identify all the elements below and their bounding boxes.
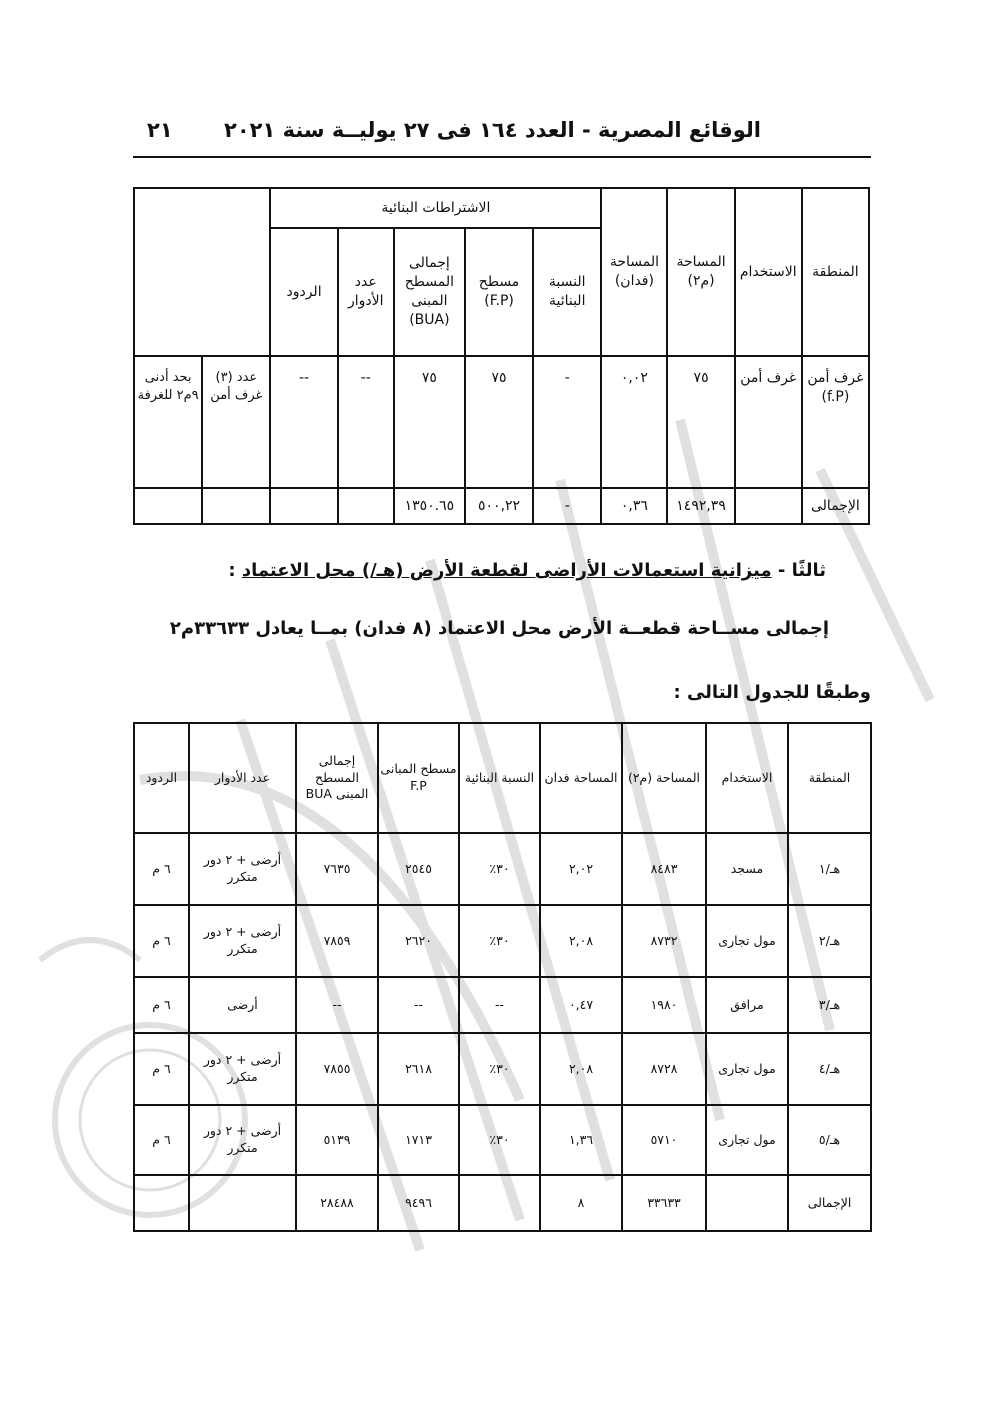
section-heading-prefix: ثالثًا - <box>771 560 826 581</box>
cell-ratio: ٣٠٪ <box>459 833 540 905</box>
total-setbacks <box>270 488 337 524</box>
table-row <box>134 1105 871 1175</box>
total-fp: ٥٠٠,٢٢ <box>465 488 533 524</box>
total-note1 <box>202 488 270 524</box>
cell-note-rooms: عدد (٣) غرف أمن <box>202 356 270 488</box>
cell-feddan: ٢,٠٨ <box>540 1033 622 1105</box>
cell-feddan: ٢,٠٢ <box>540 833 622 905</box>
cell-bua: ٧٥ <box>394 356 465 488</box>
total-label: الإجمالى <box>802 488 869 524</box>
cell-floors: أرضى + ٢ دور متكرر <box>189 833 296 905</box>
cell-area-m2: ٥٧١٠ <box>622 1105 706 1175</box>
cell-use: مرافق <box>706 977 788 1033</box>
cell-use: مول تجارى <box>706 1033 788 1105</box>
cell-bua: ٧٦٣٥ <box>296 833 378 905</box>
cell-area-m2: ٨٧٣٢ <box>622 905 706 977</box>
table-total-row <box>134 1175 871 1231</box>
cell-floors: أرضى + ٢ دور متكرر <box>189 905 296 977</box>
cell-use: غرف أمن <box>735 356 802 488</box>
cell-floors: أرضى + ٢ دور متكرر <box>189 1033 296 1105</box>
security-rooms-table <box>133 187 870 525</box>
cell-fp: ١٧١٣ <box>378 1105 459 1175</box>
cell-area-m2: ٨٤٨٣ <box>622 833 706 905</box>
page-header-title: الوقائع المصرية - العدد ١٦٤ فى ٢٧ يوليــة سنة ٢٠٢١ <box>224 118 761 142</box>
header-building-ratio: النسبة البنائية <box>459 723 540 833</box>
header-building-ratio: النسبة البنائية <box>533 228 601 356</box>
total-floors <box>338 488 394 524</box>
cell-use: مول تجارى <box>706 1105 788 1175</box>
header-floors: عدد الأدوار <box>189 723 296 833</box>
cell-building-ratio: - <box>533 356 601 488</box>
total-cell-6: ٢٨٤٨٨ <box>296 1175 378 1231</box>
total-cell-3: ٨ <box>540 1175 622 1231</box>
cell-use: مول تجارى <box>706 905 788 977</box>
header-area-m2: المساحة (م٢) <box>622 723 706 833</box>
page-number: ٢١ <box>147 118 173 142</box>
cell-feddan: ٢,٠٨ <box>540 905 622 977</box>
cell-bua: ٥١٣٩ <box>296 1105 378 1175</box>
section-heading <box>228 560 826 581</box>
table-total-row <box>134 488 869 524</box>
total-cell-2: ٣٣٦٣٣ <box>622 1175 706 1231</box>
cell-fp: ٢٥٤٥ <box>378 833 459 905</box>
header-area-m2: المساحة (م٢) <box>667 188 734 356</box>
cell-area-m2: ٧٥ <box>667 356 734 488</box>
cell-area-feddan: ٠,٠٢ <box>601 356 667 488</box>
total-cell-8 <box>134 1175 189 1231</box>
cell-region: هـ/٣ <box>788 977 871 1033</box>
table-row <box>134 833 871 905</box>
table-row <box>134 356 869 488</box>
cell-ratio: ٣٠٪ <box>459 905 540 977</box>
total-cell-5: ٩٤٩٦ <box>378 1175 459 1231</box>
total-cell-0: الإجمالى <box>788 1175 871 1231</box>
section-paragraph: إجمالى مســاحة قطعــة الأرض محل الاعتماد (٨ فدان) بمــا يعادل ٣٣٦٣٣م٢ <box>169 618 829 639</box>
cell-region: هـ/١ <box>788 833 871 905</box>
cell-area-m2: ٨٧٢٨ <box>622 1033 706 1105</box>
header-region: المنطقة <box>788 723 871 833</box>
cell-fp: ٢٦١٨ <box>378 1033 459 1105</box>
cell-floors: أرضى + ٢ دور متكرر <box>189 1105 296 1175</box>
cell-bua: ٧٨٥٥ <box>296 1033 378 1105</box>
header-fp: مسطح (F.P) <box>465 228 533 356</box>
land-use-table <box>133 722 872 1232</box>
header-use: الاستخدام <box>735 188 802 356</box>
total-note2 <box>134 488 202 524</box>
header-bua: إجمالى المسطح المبنى BUA <box>296 723 378 833</box>
cell-floors: -- <box>338 356 394 488</box>
table-row <box>134 977 871 1033</box>
total-cell-1 <box>706 1175 788 1231</box>
cell-feddan: ٠,٤٧ <box>540 977 622 1033</box>
cell-fp: ٧٥ <box>465 356 533 488</box>
header-setbacks: الردود <box>134 723 189 833</box>
cell-area-m2: ١٩٨٠ <box>622 977 706 1033</box>
total-area-m2: ١٤٩٢,٣٩ <box>667 488 734 524</box>
total-building-ratio: - <box>533 488 601 524</box>
cell-region: غرف أمن (f.P) <box>802 356 869 488</box>
header-region: المنطقة <box>802 188 869 356</box>
cell-region: هـ/٤ <box>788 1033 871 1105</box>
header-bua: إجمالى المسطح المبنى (BUA) <box>394 228 465 356</box>
header-building-conditions: الاشتراطات البنائية <box>270 188 601 228</box>
header-use: الاستخدام <box>706 723 788 833</box>
header-area-feddan: المساحة فدان <box>540 723 622 833</box>
cell-setbacks: -- <box>270 356 337 488</box>
total-cell-4 <box>459 1175 540 1231</box>
table-row <box>134 905 871 977</box>
section-heading-suffix: : <box>228 560 242 581</box>
header-area-feddan: المساحة (فدان) <box>601 188 667 356</box>
table-row <box>134 1033 871 1105</box>
cell-setback: ٦ م <box>134 1033 189 1105</box>
total-bua: ١٣٥٠.٦٥ <box>394 488 465 524</box>
cell-ratio: ٣٠٪ <box>459 1105 540 1175</box>
cell-floors: أرضى <box>189 977 296 1033</box>
total-use <box>735 488 802 524</box>
section-lead: وطبقًا للجدول التالى : <box>673 682 871 703</box>
cell-setback: ٦ م <box>134 833 189 905</box>
cell-fp: -- <box>378 977 459 1033</box>
header-setbacks: الردود <box>270 228 337 356</box>
cell-setback: ٦ م <box>134 1105 189 1175</box>
total-area-feddan: ٠,٣٦ <box>601 488 667 524</box>
header-floors: عدد الأدوار <box>338 228 394 356</box>
cell-ratio: -- <box>459 977 540 1033</box>
cell-setback: ٦ م <box>134 977 189 1033</box>
cell-use: مسجد <box>706 833 788 905</box>
cell-bua: -- <box>296 977 378 1033</box>
cell-setback: ٦ م <box>134 905 189 977</box>
cell-region: هـ/٥ <box>788 1105 871 1175</box>
cell-fp: ٢٦٢٠ <box>378 905 459 977</box>
cell-ratio: ٣٠٪ <box>459 1033 540 1105</box>
cell-feddan: ١,٣٦ <box>540 1105 622 1175</box>
cell-note-min-area: بحد أدنى ٩م٢ للغرفة <box>134 356 202 488</box>
section-heading-main: ميزانية استعمالات الأراضى لقطعة الأرض (هـ/) محل الاعتماد <box>241 560 772 581</box>
total-cell-7 <box>189 1175 296 1231</box>
page-header <box>133 112 871 158</box>
header-blank <box>134 188 270 356</box>
cell-bua: ٧٨٥٩ <box>296 905 378 977</box>
header-fp: مسطح المبانى F.P <box>378 723 459 833</box>
cell-region: هـ/٢ <box>788 905 871 977</box>
